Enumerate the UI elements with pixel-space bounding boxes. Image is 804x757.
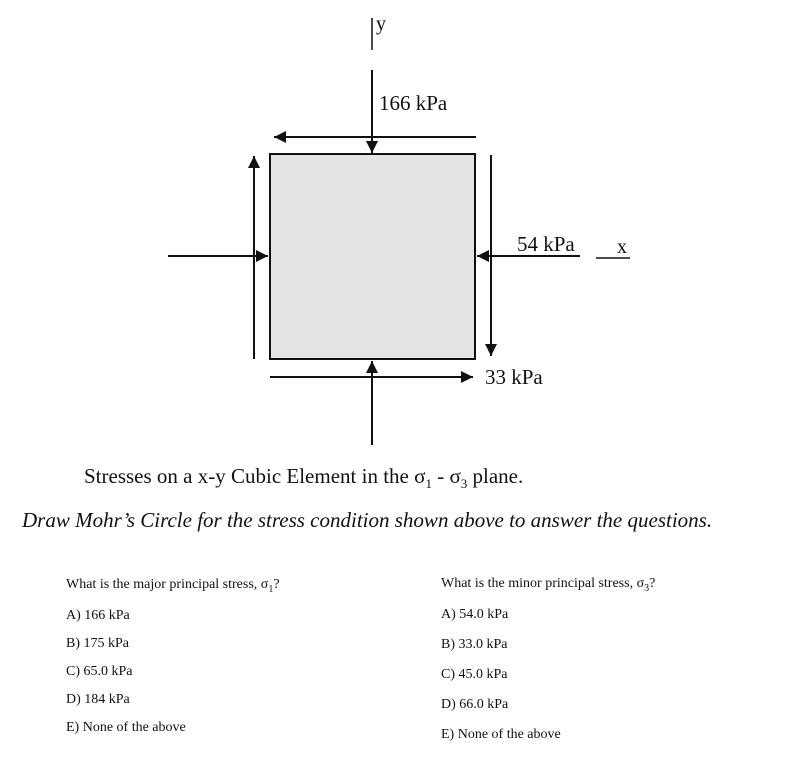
- option-e[interactable]: E) None of the above: [441, 726, 561, 742]
- option-d[interactable]: D) 66.0 kPa: [441, 696, 509, 712]
- option-d[interactable]: D) 184 kPa: [66, 691, 130, 707]
- instruction-text: Draw Mohr’s Circle for the stress condition shown above to answer the questions.: [22, 508, 713, 532]
- top-stress-label: 166 kPa: [379, 91, 448, 115]
- shear-stress-label: 33 kPa: [485, 365, 543, 389]
- prompt-end: ?: [649, 576, 656, 591]
- prompt-subscript: 1: [268, 583, 274, 595]
- question-major-principal-stress: [66, 577, 280, 748]
- sigma1-symbol: σ: [414, 464, 426, 488]
- sigma3-subscript: 3: [460, 476, 468, 492]
- figure-caption: [84, 464, 523, 492]
- x-axis-label: x: [617, 236, 627, 258]
- question-prompt: [66, 577, 280, 595]
- option-c[interactable]: C) 65.0 kPa: [66, 663, 133, 679]
- option-e[interactable]: E) None of the above: [66, 719, 186, 735]
- option-c[interactable]: C) 45.0 kPa: [441, 666, 508, 682]
- caption-suffix: plane.: [467, 464, 524, 488]
- option-b[interactable]: B) 175 kPa: [66, 635, 129, 651]
- y-axis-label: y: [376, 13, 386, 35]
- sigma3-symbol: σ: [449, 464, 461, 488]
- prompt-text: What is the minor principal stress, σ: [441, 576, 645, 591]
- caption-separator: -: [431, 464, 450, 488]
- question-prompt: [441, 576, 655, 594]
- prompt-text: What is the major principal stress, σ: [66, 577, 269, 592]
- question-minor-principal-stress: [441, 576, 655, 757]
- prompt-subscript: 3: [644, 582, 650, 594]
- stress-element: [270, 154, 475, 359]
- prompt-end: ?: [273, 577, 280, 592]
- right-stress-label: 54 kPa: [517, 232, 575, 256]
- option-b[interactable]: B) 33.0 kPa: [441, 636, 508, 652]
- sigma1-subscript: 1: [425, 476, 432, 492]
- option-a[interactable]: A) 166 kPa: [66, 607, 130, 623]
- caption-prefix: Stresses on a x-y Cubic Element in the: [84, 464, 415, 488]
- option-a[interactable]: A) 54.0 kPa: [441, 606, 509, 622]
